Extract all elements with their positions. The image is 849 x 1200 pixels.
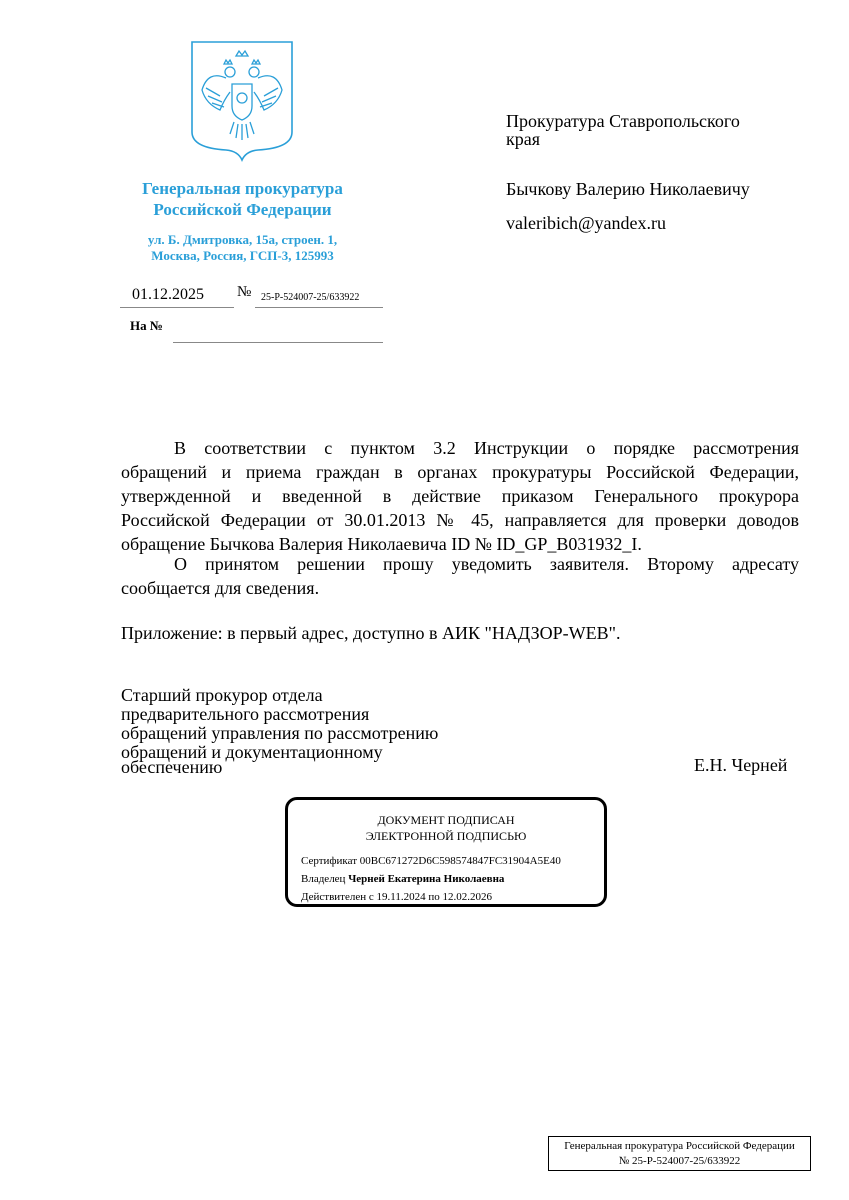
body-p1-line: обращений и приема граждан в органах прокуратуры Российской Федерации, (121, 462, 799, 482)
reply-to-label: На № (130, 318, 163, 333)
stamp-valid-to-label: по (428, 891, 440, 903)
signer-title-line: предварительного рассмотрения (121, 704, 370, 724)
stamp-title-line1: ДОКУМЕНТ ПОДПИСАН (377, 813, 515, 827)
org-name-line1: Генеральная прокуратура (142, 179, 343, 198)
stamp-title-line2: ЭЛЕКТРОННОЙ ПОДПИСЬЮ (365, 829, 527, 843)
stamp-valid-from: 19.11.2024 (376, 891, 426, 903)
signer-name: Е.Н. Черней (694, 755, 788, 775)
body-p1-line: обращение Бычкова Валерия Николаевича ID № ID_GP_B031932_I. (121, 534, 642, 554)
body-p2-line: сообщается для сведения. (121, 578, 320, 598)
recipient-email: valeribich@yandex.ru (506, 213, 667, 233)
signer-title-line: обеспечению (121, 757, 223, 777)
stamp-owner (301, 873, 504, 885)
stamp-validity (301, 891, 492, 903)
body-p2-line: О принятом решении прошу уведомить заявителя. Второму адресату (174, 554, 799, 574)
stamp-valid-to: 12.02.2026 (442, 891, 492, 903)
number-underline (255, 307, 383, 308)
recipient-name: Бычкову Валерию Николаевичу (506, 179, 750, 199)
org-address-line1: ул. Б. Дмитровка, 15а, строен. 1, (147, 232, 338, 247)
org-address-line2: Москва, Россия, ГСП-3, 125993 (151, 248, 334, 263)
body-paragraph-1 (121, 436, 799, 556)
recipient-org-line2: края (506, 129, 541, 149)
e-signature-stamp (285, 797, 607, 907)
org-name-line2: Российской Федерации (153, 200, 332, 219)
body-paragraph-2 (121, 552, 799, 600)
footer-number: № 25-Р-524007-25/633922 (618, 1155, 741, 1167)
doc-date: 01.12.2025 (132, 286, 204, 303)
footer-registration-box (548, 1136, 811, 1171)
signer-title-line: Старший прокурор отдела (121, 685, 323, 705)
coat-of-arms-icon (190, 40, 294, 162)
doc-number: 25-Р-524007-25/633922 (261, 292, 360, 303)
stamp-cert-label: Сертификат (301, 855, 357, 867)
stamp-owner-value: Черней Екатерина Николаевна (348, 873, 505, 885)
body-p1-line: утвержденной и введенной в действие приказом Генерального прокурора (121, 486, 799, 506)
recipient-org-line1: Прокуратура Ставропольского (506, 111, 740, 131)
footer-org: Генеральная прокуратура Российской Федерации (564, 1140, 795, 1152)
stamp-certificate (301, 855, 561, 867)
number-sign: № (237, 284, 252, 300)
signer-title-line: обращений управления по рассмотрению (121, 723, 439, 743)
stamp-cert-value: 00BC671272D6C598574847FC31904A5E40 (359, 855, 561, 867)
body-p1-line: Российской Федерации от 30.01.2013 № 45, направляется для проверки доводов (121, 510, 799, 530)
attachment-note: Приложение: в первый адрес, доступно в АИК "НАДЗОР-WEB". (121, 623, 621, 643)
date-underline (120, 307, 234, 308)
stamp-valid-label: Действителен с (301, 891, 374, 903)
stamp-owner-label: Владелец (301, 873, 346, 885)
reply-to-underline (173, 342, 383, 343)
signer-title-line: обращений и документационному (121, 742, 383, 762)
body-p1-line: В соответствии с пунктом 3.2 Инструкции о порядке рассмотрения (174, 438, 799, 458)
